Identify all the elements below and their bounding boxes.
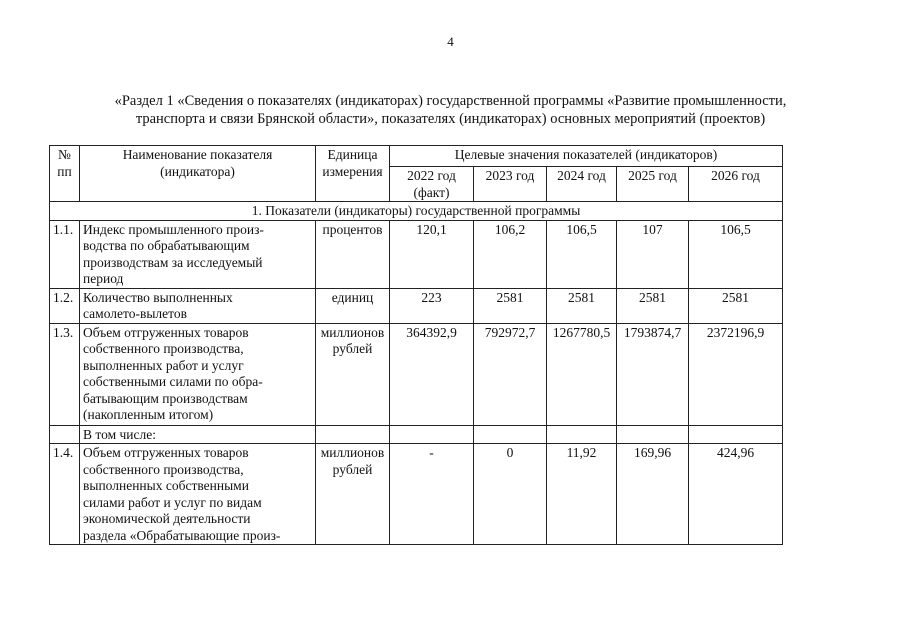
value-2026: 424,96 xyxy=(689,444,783,545)
section-row xyxy=(50,202,783,221)
header-unit xyxy=(316,146,390,202)
table-row xyxy=(50,444,783,545)
header-year-2023: 2023 год xyxy=(474,167,547,202)
subheader-unit xyxy=(316,425,390,444)
value-2025: 1793874,7 xyxy=(617,323,689,425)
value-2022: 364392,9 xyxy=(390,323,474,425)
name-line: силами работ и услуг по видам xyxy=(83,494,262,510)
subheader-empty xyxy=(547,425,617,444)
value-2023: 0 xyxy=(474,444,547,545)
value-2022: 120,1 xyxy=(390,220,474,288)
header-year-2026: 2026 год xyxy=(689,167,783,202)
unit-line: рублей xyxy=(332,461,373,477)
value-2026: 2372196,9 xyxy=(689,323,783,425)
row-name xyxy=(80,288,316,323)
name-line: собственного производства, xyxy=(83,461,244,477)
heading-line-2: транспорта и связи Брянской области», показателях (индикаторах) основных мероприятий (проектов) xyxy=(135,111,766,127)
name-line: Индекс промышленного произ- xyxy=(83,221,264,237)
row-unit xyxy=(316,323,390,425)
name-line: выполненных работ и услуг xyxy=(83,357,244,373)
value-2023: 792972,7 xyxy=(474,323,547,425)
value-2022: - xyxy=(390,444,474,545)
section-title: 1. Показатели (индикаторы) государственной программы xyxy=(50,202,783,221)
section-heading xyxy=(40,92,861,128)
header-year-2022-line-2: (факт) xyxy=(413,184,450,200)
header-year-2024: 2024 год xyxy=(547,167,617,202)
value-2025: 2581 xyxy=(617,288,689,323)
value-2025: 169,96 xyxy=(617,444,689,545)
header-targets: Целевые значения показателей (индикаторов) xyxy=(390,146,783,167)
row-num: 1.4. xyxy=(50,444,80,545)
header-name-line-1: Наименование показателя xyxy=(122,147,273,162)
name-line: Объем отгруженных товаров xyxy=(83,324,249,340)
row-num: 1.1. xyxy=(50,220,80,288)
row-unit xyxy=(316,220,390,288)
unit-line: единиц xyxy=(331,289,374,305)
name-line: собственного производства, xyxy=(83,341,244,356)
header-year-2022-line-1: 2022 год xyxy=(407,168,456,183)
subheader-label: В том числе: xyxy=(80,425,316,444)
row-name xyxy=(80,323,316,425)
header-row-1 xyxy=(50,146,783,167)
subheader-num xyxy=(50,425,80,444)
name-line: батывающим производствам xyxy=(83,390,248,406)
unit-line: миллионов xyxy=(320,445,385,460)
header-unit-line-2: измерения xyxy=(322,163,383,179)
subheader-empty xyxy=(617,425,689,444)
header-num-line-1: № xyxy=(58,147,71,162)
header-name-line-2: (индикатора) xyxy=(160,163,235,179)
unit-line: рублей xyxy=(332,341,373,356)
value-2023: 106,2 xyxy=(474,220,547,288)
header-num-line-2: пп xyxy=(57,163,72,179)
value-2022: 223 xyxy=(390,288,474,323)
name-line: производствам за исследуемый xyxy=(83,254,263,270)
value-2025: 107 xyxy=(617,220,689,288)
subheader-empty xyxy=(390,425,474,444)
row-unit xyxy=(316,288,390,323)
page-number: 4 xyxy=(447,34,454,49)
row-name xyxy=(80,220,316,288)
name-line: водства по обрабатывающим xyxy=(83,238,250,253)
header-unit-line-1: Единица xyxy=(327,147,378,162)
value-2024: 2581 xyxy=(547,288,617,323)
subheader-empty xyxy=(689,425,783,444)
row-num: 1.3. xyxy=(50,323,80,425)
table-row xyxy=(50,220,783,288)
name-line: экономической деятельности xyxy=(83,511,251,526)
header-year-2022 xyxy=(390,167,474,202)
header-name xyxy=(80,146,316,202)
value-2026: 106,5 xyxy=(689,220,783,288)
row-unit xyxy=(316,444,390,545)
value-2026: 2581 xyxy=(689,288,783,323)
indicators-table xyxy=(49,145,783,545)
table-row xyxy=(50,323,783,425)
value-2024: 11,92 xyxy=(547,444,617,545)
header-num xyxy=(50,146,80,202)
unit-line: процентов xyxy=(322,221,383,237)
name-line: Объем отгруженных товаров xyxy=(83,445,249,460)
value-2024: 1267780,5 xyxy=(547,323,617,425)
name-line: (накопленным итогом) xyxy=(83,407,214,422)
heading-line-1: «Раздел 1 «Сведения о показателях (индикаторах) государственной программы «Развитие промышленности, xyxy=(114,93,787,109)
row-name xyxy=(80,444,316,545)
name-line: раздела «Обрабатывающие произ- xyxy=(83,527,281,543)
name-line: самолето-вылетов xyxy=(83,306,187,321)
subheader-empty xyxy=(474,425,547,444)
subheader-row xyxy=(50,425,783,444)
name-line: Количество выполненных xyxy=(83,289,233,305)
value-2024: 106,5 xyxy=(547,220,617,288)
name-line: выполненных собственными xyxy=(83,478,249,493)
row-num: 1.2. xyxy=(50,288,80,323)
header-year-2025: 2025 год xyxy=(617,167,689,202)
value-2023: 2581 xyxy=(474,288,547,323)
table-row xyxy=(50,288,783,323)
name-line: собственными силами по обра- xyxy=(83,374,263,389)
name-line: период xyxy=(83,271,124,286)
unit-line: миллионов xyxy=(320,324,385,340)
